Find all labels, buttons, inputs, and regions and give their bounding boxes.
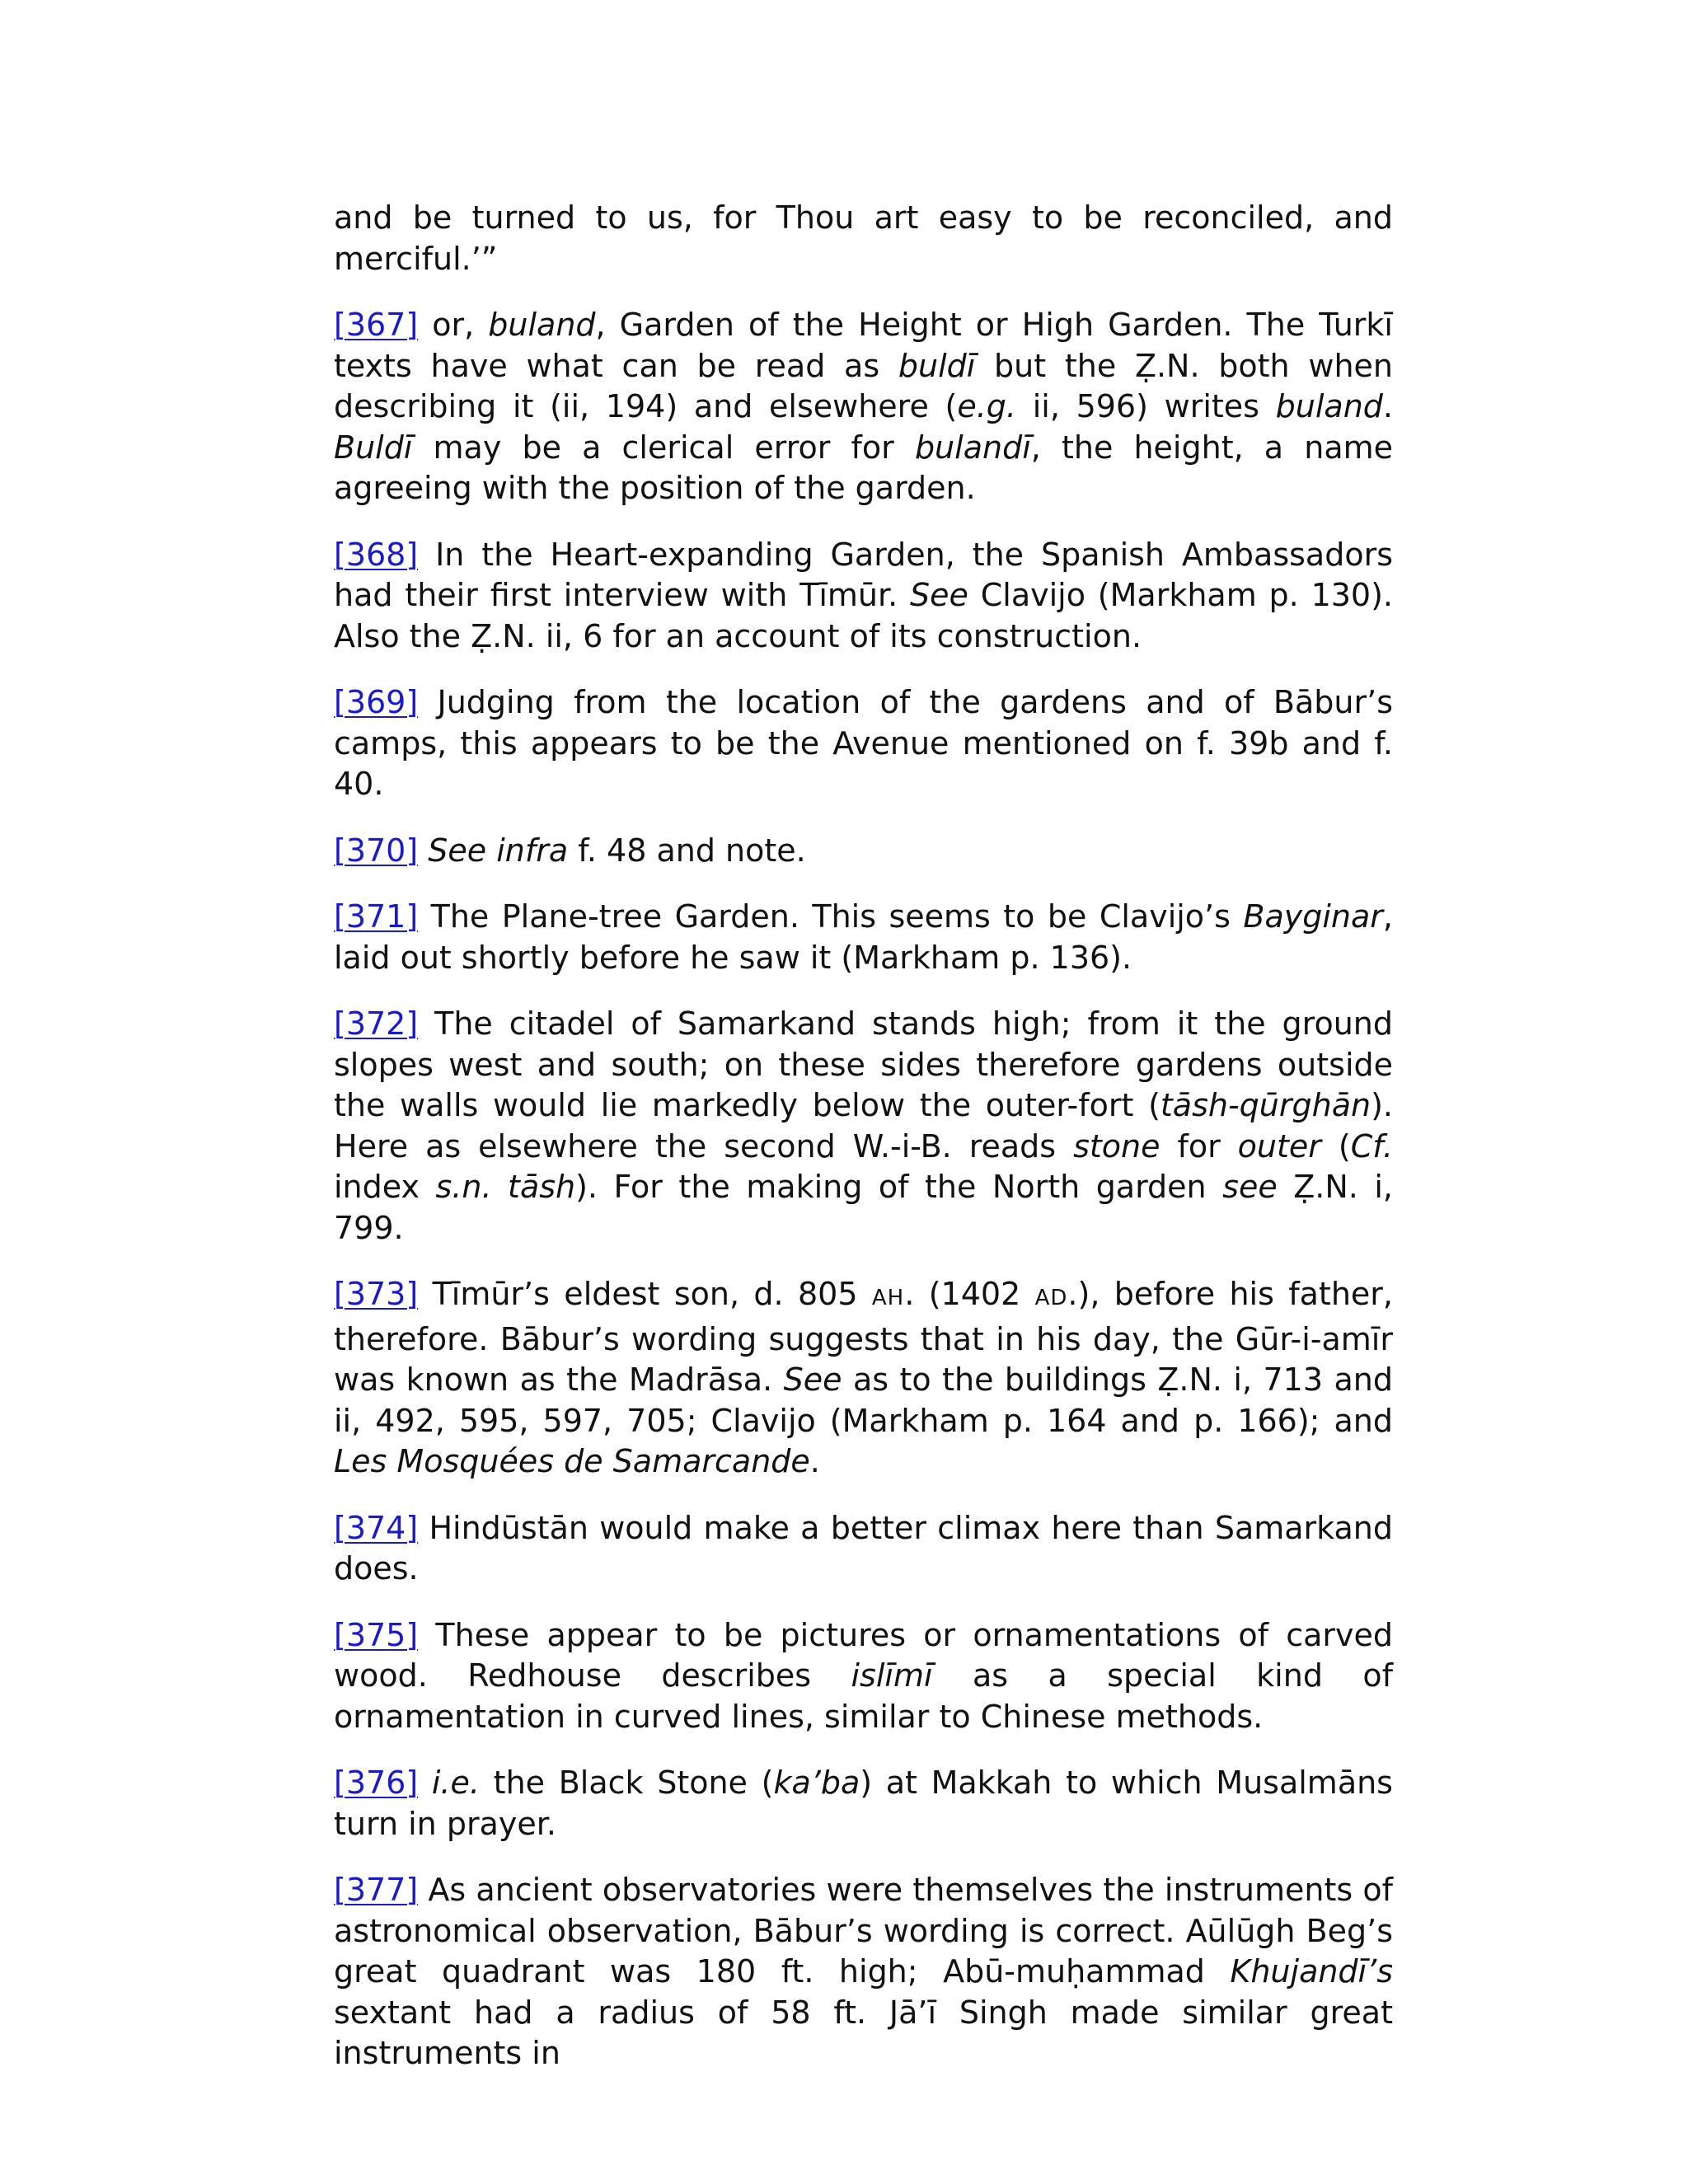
footnote-371 xyxy=(334,897,1393,978)
footnote-text: . (1402 xyxy=(904,1276,1035,1312)
footnote-377 xyxy=(334,1870,1393,2074)
footnote-text: ii, 596) writes xyxy=(1016,388,1276,424)
footnote-ref-link[interactable]: [377] xyxy=(334,1872,419,1908)
footnote-text: ). Here as elsewhere the second W.-i-B. reads xyxy=(334,1087,1393,1165)
footnote-text: may be a clerical error for xyxy=(412,429,915,466)
footnote-text: , the height, a name agreeing with the position of the garden. xyxy=(334,429,1394,506)
footnote-text: for xyxy=(1160,1127,1238,1165)
footnote-368 xyxy=(334,535,1393,658)
italic-text: e.g. xyxy=(957,388,1017,424)
footnote-text: Tīmūr’s eldest son, d. 805 xyxy=(418,1276,872,1312)
italic-text: Cf. xyxy=(1350,1127,1394,1165)
small-caps-text: AD xyxy=(1034,1286,1068,1310)
italic-text: stone xyxy=(1073,1127,1160,1165)
footnote-367 xyxy=(334,305,1393,509)
italic-text: i.e. xyxy=(431,1765,480,1801)
footnote-text: ). For the making of the North garden xyxy=(575,1169,1223,1205)
footnote-376 xyxy=(334,1763,1393,1844)
italic-text: buland xyxy=(488,307,596,343)
footnote-ref-link[interactable]: [367] xyxy=(334,307,419,343)
footnote-text: but the Ẓ.N. both when describing it (ii, 194) and elsewhere ( xyxy=(334,347,1393,424)
footnote-text: index xyxy=(334,1169,436,1205)
footnote-text: , Garden of the Height or High Garden. The Turkī texts have what can be read as xyxy=(334,307,1393,384)
footnote-ref-link[interactable]: [374] xyxy=(334,1509,419,1546)
footnote-text: Clavijo (Markham p. 130). Also the Ẓ.N. ii, 6 for an account of its construction. xyxy=(334,577,1393,654)
footnote-ref-link[interactable]: [369] xyxy=(334,684,419,720)
italic-text: tāsh-qūrghān xyxy=(1160,1087,1372,1123)
italic-text: See xyxy=(783,1361,842,1398)
footnote-text: . xyxy=(1382,388,1394,424)
footnote-370 xyxy=(334,831,1393,872)
footnote-text: and be turned to us, for Thou art easy to be reconciled, and merciful.’” xyxy=(334,199,1393,277)
footnote-text: , laid out shortly before he saw it (Markham p. 136). xyxy=(334,898,1393,976)
footnote-ref-link[interactable]: [371] xyxy=(334,898,419,935)
footnote-ref-link[interactable]: [368] xyxy=(334,536,419,573)
italic-text: See infra xyxy=(428,832,569,869)
footnote-text: sextant had a radius of 58 ft. Jā’ī Singh made similar great instruments in xyxy=(334,1994,1393,2071)
footnote-text: Ẓ.N. i, 799. xyxy=(334,1169,1393,1246)
footnote-text: ( xyxy=(1320,1127,1351,1165)
italic-text: See xyxy=(910,577,968,613)
footnote-text xyxy=(418,832,428,869)
italic-text: see xyxy=(1222,1169,1278,1205)
footnote-text: f. 48 and note. xyxy=(568,832,806,869)
footnote-text: In the Heart-expanding Garden, the Spanish Ambassadors had their first interview with Tīmūr. xyxy=(334,536,1393,613)
footnote-text: The citadel of Samarkand stands high; from it the ground slopes west and south; on these sides therefore gardens outside the walls would lie markedly below the outer-fort ( xyxy=(334,1005,1393,1123)
footnote-372 xyxy=(334,1004,1393,1249)
italic-text: Les Mosquées de Samarcande xyxy=(334,1443,810,1479)
italic-text: outer xyxy=(1237,1127,1321,1165)
footnote-ref-link[interactable]: [370] xyxy=(334,832,419,869)
footnote-ref-link[interactable]: [375] xyxy=(334,1616,419,1653)
footnote-373 xyxy=(334,1274,1393,1483)
footnotes-page xyxy=(334,198,1393,2100)
italic-text: Buldī xyxy=(334,429,413,466)
footnote-continuation xyxy=(334,198,1393,279)
italic-text: bulandī xyxy=(914,429,1031,466)
small-caps-text: AH xyxy=(871,1286,905,1310)
italic-text: s.n. tāsh xyxy=(435,1169,576,1205)
footnote-text: as a special kind of ornamentation in curved lines, similar to Chinese methods. xyxy=(334,1657,1393,1735)
footnote-text: . xyxy=(809,1443,820,1479)
footnote-ref-link[interactable]: [372] xyxy=(334,1005,419,1042)
footnote-text: as to the buildings Ẓ.N. i, 713 and ii, 492, 595, 597, 705; Clavijo (Markham p. 164 and p. 166); and xyxy=(334,1361,1393,1439)
footnote-374 xyxy=(334,1508,1393,1590)
italic-text: ka’ba xyxy=(773,1765,860,1801)
footnote-ref-link[interactable]: [373] xyxy=(334,1276,419,1312)
footnote-text xyxy=(418,1765,432,1801)
italic-text: Khujandī’s xyxy=(1230,1953,1393,1990)
italic-text: Bayginar xyxy=(1243,898,1383,935)
footnote-text: These appear to be pictures or ornamentations of carved wood. Redhouse describes xyxy=(334,1616,1393,1694)
footnote-text: Hindūstān would make a better climax here than Samarkand does. xyxy=(334,1509,1393,1586)
footnote-ref-link[interactable]: [376] xyxy=(334,1765,419,1801)
italic-text: buland xyxy=(1275,388,1383,424)
italic-text: islīmī xyxy=(851,1657,933,1694)
footnote-369 xyxy=(334,682,1393,805)
footnote-text: Judging from the location of the gardens and of Bābur’s camps, this appears to be the Avenue mentioned on f. 39b and f. 40. xyxy=(334,684,1393,802)
footnote-text: .), before his father, therefore. Bābur’s wording suggests that in his day, the Gūr-i-amīr was known as the Madrāsa. xyxy=(334,1276,1393,1398)
footnote-text: The Plane-tree Garden. This seems to be Clavijo’s xyxy=(418,898,1244,935)
footnote-text: As ancient observatories were themselves the instruments of astronomical observation, Bābur’s wording is correct. Aūlūgh Beg’s great quadrant was 180 ft. high; Abū-muḥammad xyxy=(334,1872,1393,1990)
footnote-text: the Black Stone ( xyxy=(479,1765,774,1801)
footnote-text: ) at Makkah to which Musalmāns turn in prayer. xyxy=(334,1765,1393,1842)
footnote-text: or, xyxy=(418,307,489,343)
italic-text: buldī xyxy=(898,347,976,384)
footnote-375 xyxy=(334,1615,1393,1738)
